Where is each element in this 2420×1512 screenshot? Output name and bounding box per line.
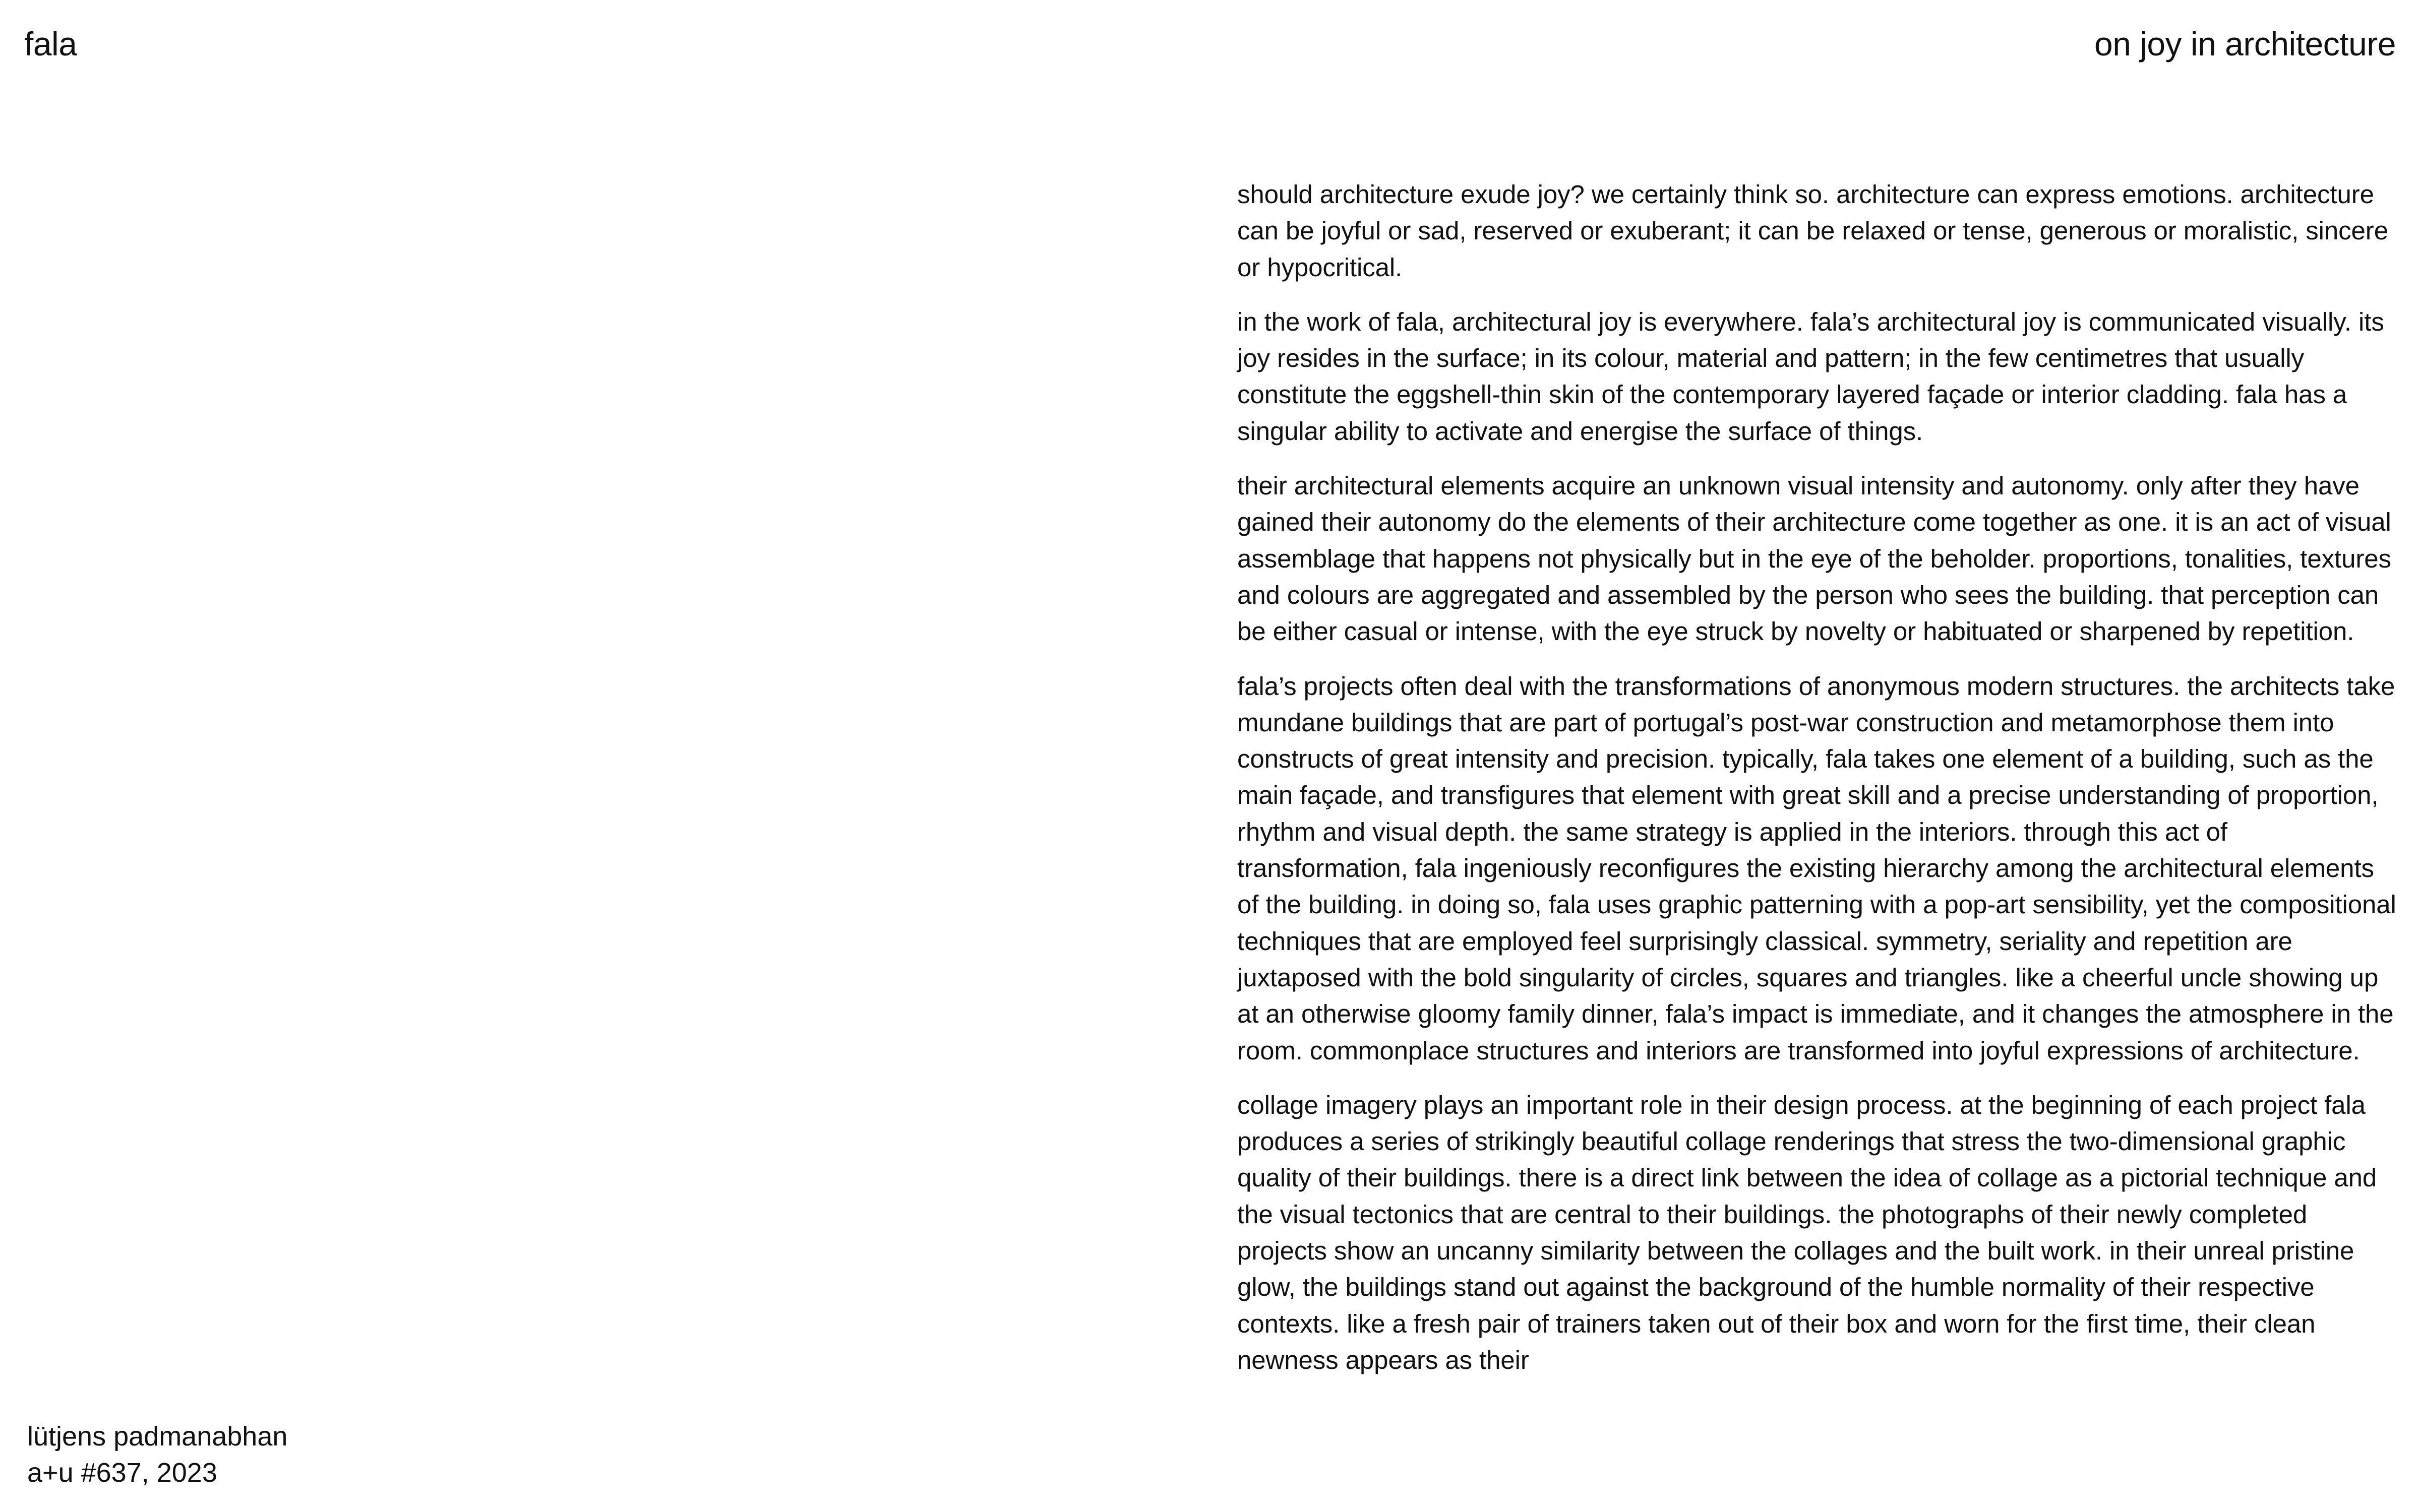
article-paragraph: their architectural elements acquire an unknown visual intensity and autonomy. only after they have gained their autonomy do the elements of their architecture come together as one. it is an act of visual assemblage that happens not physically but in the eye of the beholder. proportions, tonalities, textures and colours are aggregated and assembled by the person who sees the building. that perception can be either casual or intense, with the eye struck by novelty or habituated or sharpened by repetition. — [1237, 471, 2391, 646]
credits-publication: a+u #637, 2023 — [27, 1458, 217, 1488]
article-paragraph: fala’s projects often deal with the transformations of anonymous modern structures. the architects take mundane buildings that are part of portugal’s post-war construction and metamorphose them into constructs of great intensity and precision. typically, fala takes one element of a building, such as the main façade, and transfigures that element with great skill and a precise understanding of proportion, rhythm and visual depth. the same strategy is applied in the interiors. through this act of transformation, fala ingeniously reconfigures the existing hierarchy among the architectural elements of the building. in doing so, fala uses graphic patterning with a pop-art sensibility, yet the compositional techniques that are employed feel surprisingly classical. symmetry, seriality and repetition are juxtaposed with the bold singularity of circles, squares and triangles. like a cheerful uncle showing up at an otherwise gloomy family dinner, fala’s impact is immediate, and it changes the atmosphere in the room. commonplace structures and interiors are transformed into joyful expressions of architecture. — [1237, 671, 2396, 1065]
article-paragraph: collage imagery plays an important role in their design process. at the beginning of each project fala produces a series of strikingly beautiful collage renderings that stress the two-dimensional graphic quality of their buildings. there is a direct link between the idea of collage as a pictorial technique and the visual tectonics that are central to their buildings. the photographs of their newly completed projects show an uncanny similarity between the collages and the built work. in their unreal pristine glow, the buildings stand out against the background of the humble normality of their respective contexts. like a fresh pair of trainers taken out of their box and worn for the first time, their clean newness appears as their — [1237, 1090, 2377, 1374]
article-body — [1237, 176, 2402, 1397]
article-paragraph: in the work of fala, architectural joy is everywhere. fala’s architectural joy is communicated visually. its joy resides in the surface; in its colour, material and pattern; in the few centimetres that usually constitute the eggshell-thin skin of the contemporary layered façade or interior cladding. fala has a singular ability to activate and energise the surface of things. — [1237, 307, 2384, 446]
site-title-link[interactable]: fala — [24, 25, 77, 62]
credits-authors: lütjens padmanabhan — [27, 1421, 288, 1452]
article-paragraph: should architecture exude joy? we certainly think so. architecture can express emotions. architecture can be joyful or sad, reserved or exuberant; it can be relaxed or tense, generous or moralistic, sincere or hypocritical. — [1237, 180, 2388, 282]
page-title: on joy in architecture — [2094, 25, 2396, 62]
credits — [27, 1418, 287, 1491]
